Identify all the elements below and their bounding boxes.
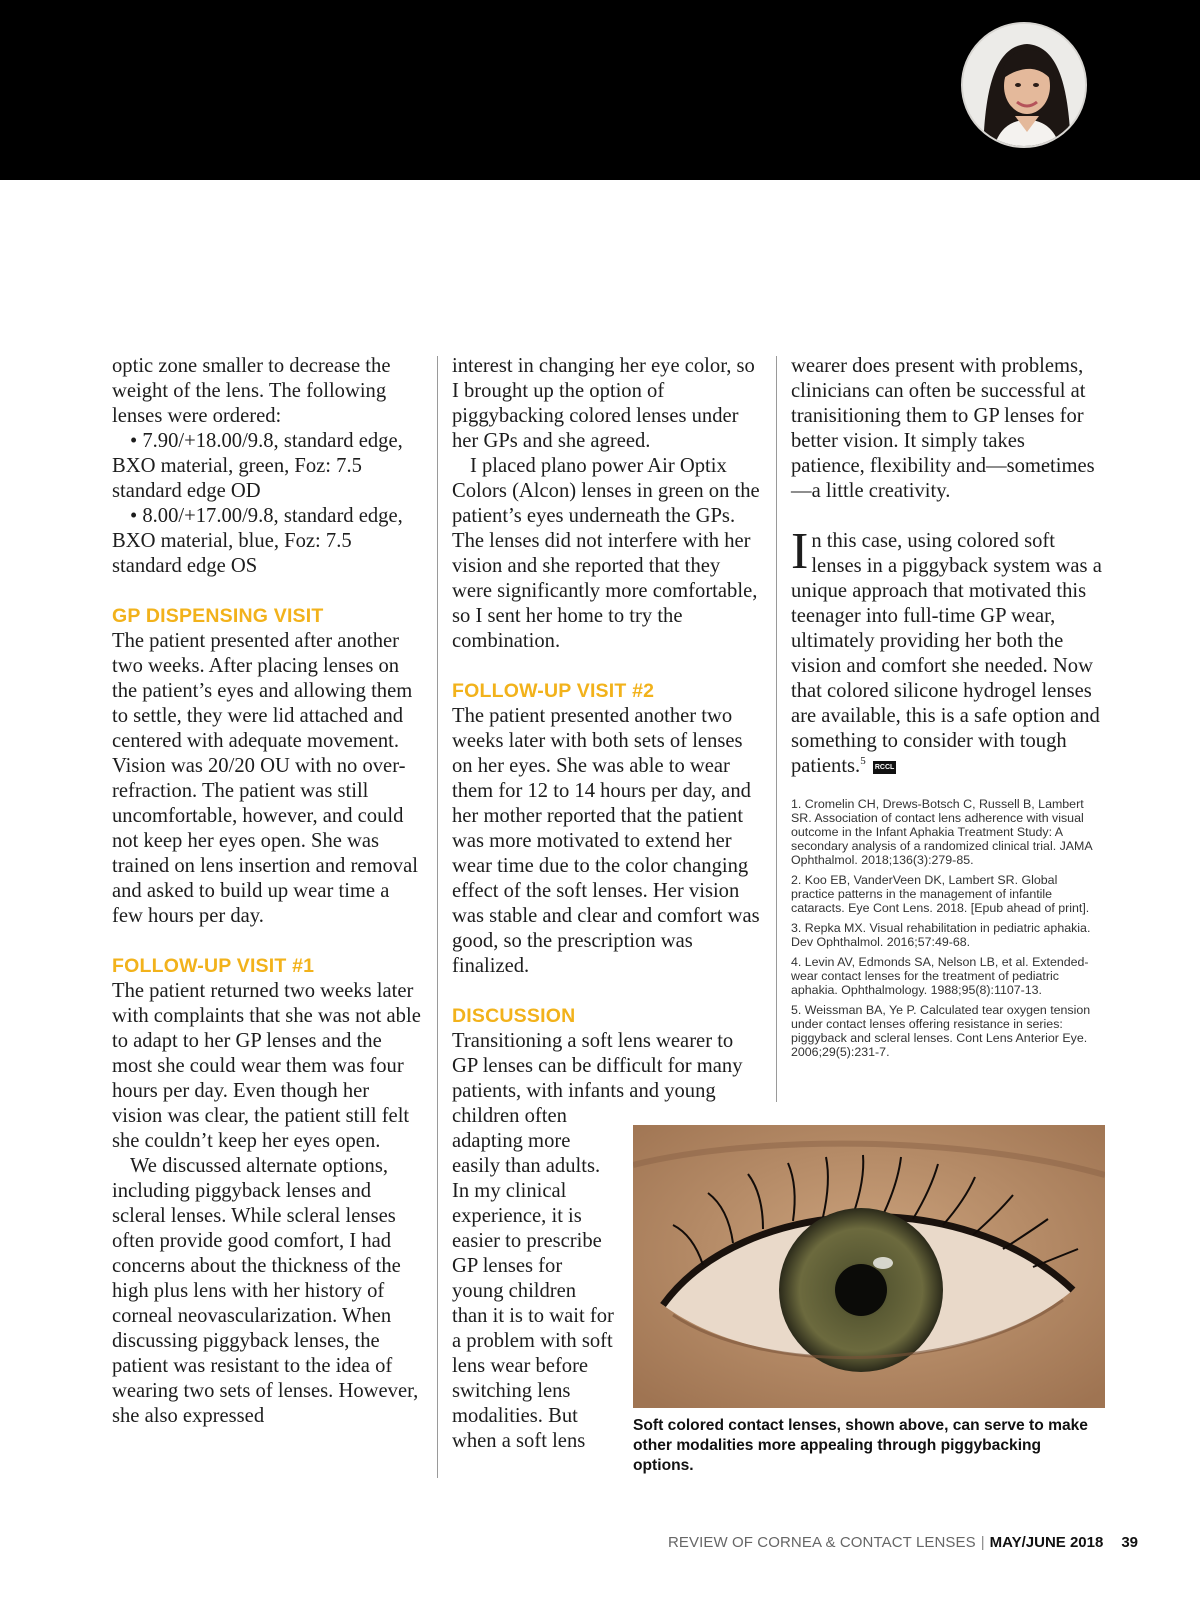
lens-order-os: • 8.00/+17.00/9.8, standard edge, BXO material, blue, Foz: 7.5 standard edge OS (112, 505, 403, 577)
issue-date: MAY/JUNE 2018 (989, 1534, 1104, 1551)
publication-name: REVIEW OF CORNEA & CONTACT LENSES (667, 1534, 976, 1551)
paragraph: interest in changing her eye color, so I brought up the option of piggybacking colored lenses under her GPs and she agreed. (452, 355, 755, 452)
section-heading-gp-dispensing: GP DISPENSING VISIT (112, 605, 324, 627)
paragraph: The patient presented another two weeks later with both sets of lenses on her eyes. She was able to wear them for 12 to 14 hours per day, and her mother reported that the patient was more motivated to extend her wear time due to the color changing effect of the soft lenses. Her vision was stable and clear and comfort was good, so the prescription was finalized. (452, 705, 760, 977)
page-footer (668, 1534, 1138, 1551)
eye-photo (633, 1125, 1105, 1408)
references-list (791, 797, 1103, 1059)
reference-item: 5. Weissman BA, Ye P. Calculated tear oxygen tension under contact lenses offering resistance in series: piggyback and scleral lenses. Cont Lens Anterior Eye. 2006;29(5):231-7. (791, 1003, 1091, 1059)
section-heading-follow-up-2: FOLLOW-UP VISIT #2 (452, 680, 655, 702)
section-heading-discussion: DISCUSSION (452, 1005, 576, 1027)
lens-order-od: • 7.90/+18.00/9.8, standard edge, BXO material, green, Foz: 7.5 standard edge OD (112, 430, 403, 502)
closing-paragraph (791, 523, 1103, 779)
eye-image-icon (633, 1125, 1105, 1408)
end-mark-icon: RCCL (873, 761, 896, 774)
citation-marker: 5 (860, 755, 866, 768)
column-divider (437, 356, 438, 1478)
paragraph: optic zone smaller to decrease the weight of the lens. The following lenses were ordered: (112, 355, 391, 427)
reference-item: 3. Repka MX. Visual rehabilitation in pediatric aphakia. Dev Ophthalmol. 2016;57:49-68. (791, 921, 1091, 949)
drop-cap: I (791, 523, 809, 580)
reference-item: 2. Koo EB, VanderVeen DK, Lambert SR. Global practice patterns in the management of infantile cataracts. Eye Cont Lens. 2018. [Epub ahead of print]. (791, 873, 1090, 915)
article-column-3 (791, 354, 1103, 1065)
reference-item: 1. Cromelin CH, Drews-Botsch C, Russell B, Lambert SR. Association of contact lens adherence with visual outcome in the Infant Aphakia Treatment Study: A secondary analysis of a randomized clinical trial. JAMA Ophthalmol. 2018;136(3):279-85. (791, 797, 1092, 867)
closing-text: n this case, using colored soft lenses in a piggyback system was a unique approach that motivated this teenager into full-time GP wear, ultimately providing her both the vision and comfort she needed. Now that colored silicone hydrogel lenses are available, this is a safe option and something to consider with tough patients. (791, 530, 1102, 777)
reference-item: 4. Levin AV, Edmonds SA, Nelson LB, et al. Extended-wear contact lenses for the treatment of pediatric aphakia. Ophthalmology. 1988;95(8):1107-13. (791, 955, 1089, 997)
footer-separator: | (980, 1534, 985, 1551)
author-photo (961, 22, 1087, 148)
paragraph: The patient presented after another two weeks. After placing lenses on the patient’s eyes and allowing them to settle, they were lid attached and centered with adequate movement. Vision was 20/20 OU with no over-refraction. The patient was still uncomfortable, however, and could not keep her eyes open. She was trained on lens insertion and removal and asked to build up wear time a few hours per day. (112, 630, 418, 927)
column-divider (776, 356, 777, 1102)
paragraph: I placed plano power Air Optix Colors (Alcon) lenses in green on the patient’s eyes underneath the GPs. The lenses did not interfere with her vision and she reported that they were significantly more comfortable, so I sent her home to try the combination. (452, 455, 760, 652)
paragraph: wearer does present with problems, clinicians can often be successful at tranisitioning them to GP lenses for better vision. It simply takes patience, flexibility and—sometimes—a little creativity. (791, 355, 1095, 502)
section-heading-follow-up-1: FOLLOW-UP VISIT #1 (112, 955, 315, 977)
paragraph: Transitioning a soft lens wearer to GP lenses can be difficult for many patients, with infants and young (452, 1030, 743, 1102)
paragraph: We discussed alternate options, including piggyback lenses and scleral lenses. While scleral lenses often provide good comfort, I had concerns about the thickness of the high plus lens with her history of corneal neovascularization. When discussing piggyback lenses, the patient was resistant to the idea of wearing two sets of lenses. However, she also expressed (112, 1155, 419, 1427)
paragraph: The patient returned two weeks later with complaints that she was not able to adapt to her GP lenses and the most she could wear them was four hours per day. Even though her vision was clear, the patient still felt she couldn’t keep her eyes open. (112, 980, 421, 1152)
article-column-1 (112, 354, 422, 1429)
page-number: 39 (1121, 1534, 1138, 1551)
figure-caption: Soft colored contact lenses, shown above, can serve to make other modalities more appealing through piggybacking options. (633, 1417, 1088, 1474)
author-portrait-icon (963, 24, 1087, 148)
paragraph: children often adapting more easily than adults. In my clinical experience, it is easier to prescribe GP lenses for young children than it is to wait for a problem with soft lens wear before switching lens modalities. But when a soft lens (452, 1105, 614, 1452)
